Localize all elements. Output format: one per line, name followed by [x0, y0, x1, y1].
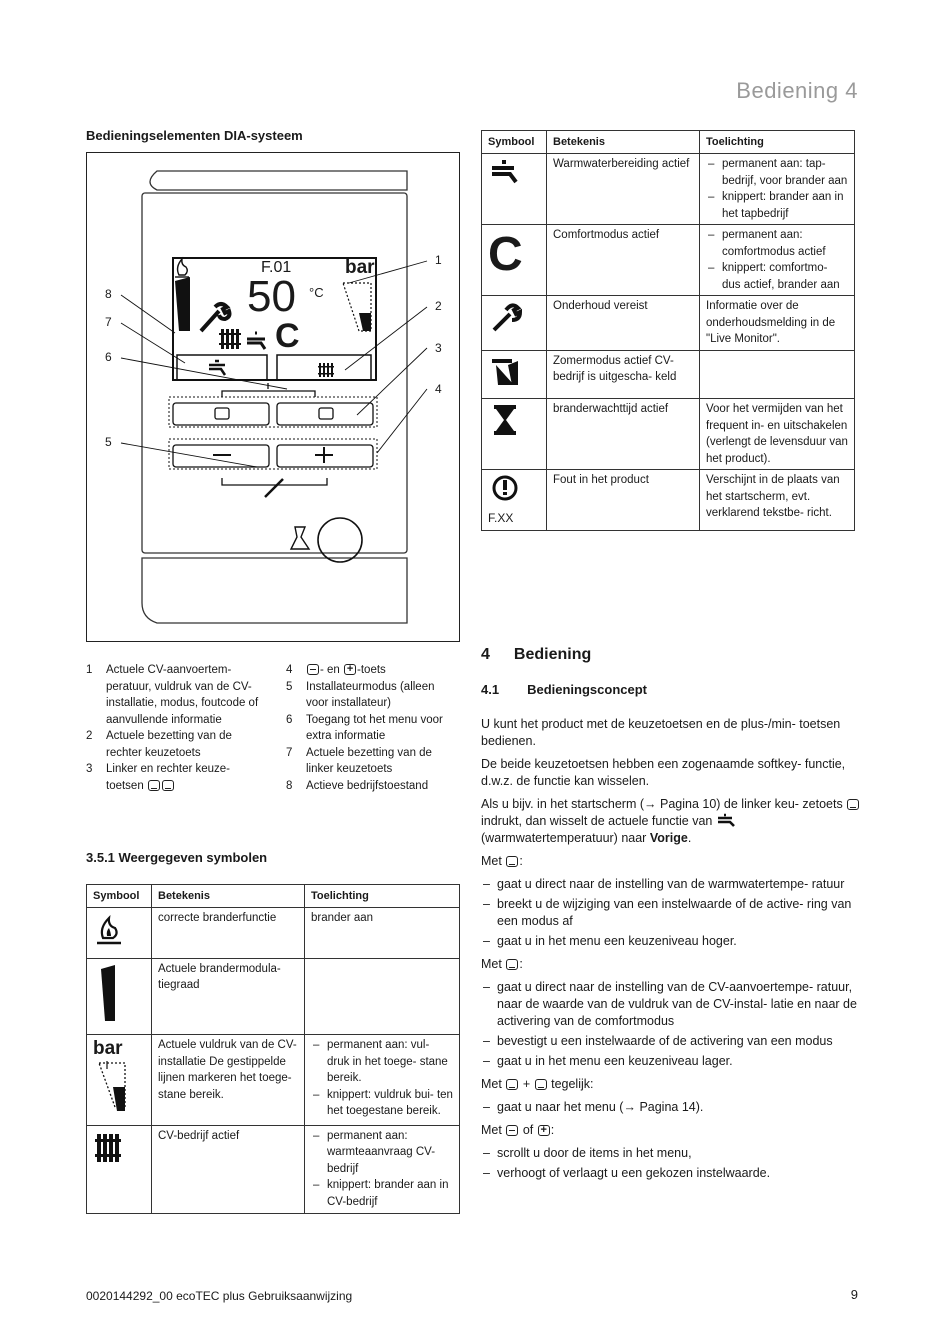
paragraph: Met : [481, 957, 523, 971]
legend-item: - en + -toets [306, 662, 386, 679]
right-softkey-icon [162, 780, 174, 791]
paragraph: De beide keuzetoetsen hebben een zogenaamde softkey- functie, d.w.z. de functie kan wisselen. [481, 757, 846, 788]
control-panel-diagram [86, 152, 460, 642]
callout-number: 3 [435, 341, 442, 355]
body-text [481, 716, 861, 1185]
col-header-explanation: Toelichting [305, 885, 460, 908]
flame-icon [93, 912, 125, 948]
minus-key-icon [506, 1125, 518, 1136]
legend-item: Actieve bedrijfstoestand [306, 779, 429, 792]
chapter-heading: 4 Bediening [481, 646, 592, 663]
paragraph: Als u bijv. in het startscherm (→ Pagina 10) de linker keu- zetoets indrukt, dan wisselt de actuele functie van (warmwatertemperatuur) naar Vorige. [481, 796, 861, 847]
paragraph: Met + tegelijk: [481, 1077, 594, 1091]
table-row: branderwachttijd actief Voor het vermijden van het frequent in- en uitschakelen (verlengt de levensduur van het product). [482, 399, 855, 470]
lcd-temp-unit: °C [309, 285, 324, 300]
legend-item: Installateurmodus (alleen voor installateur) [306, 680, 435, 709]
tap-icon [488, 158, 524, 188]
minus-key-icon [307, 664, 319, 675]
paragraph: U kunt het product met de keuzetoetsen en de plus-/min- toetsen bedienen. [481, 717, 841, 748]
callout-number: 4 [435, 382, 442, 396]
modulation-bar-icon [93, 963, 125, 1025]
footer-doc: 0020144292_00 ecoTEC plus Gebruiksaanwijzing [86, 1289, 353, 1303]
callout-number: 8 [105, 287, 112, 301]
lcd-bar-unit: bar [345, 257, 375, 278]
table-row: C Comfortmodus actief – permanent aan: comfortmodus actief – knippert: comfortmo- dus actief, brander aan [482, 225, 855, 296]
pressure-gauge-icon [93, 1059, 133, 1115]
left-softkey-icon [506, 1079, 518, 1090]
lcd-temperature: 50 [247, 272, 296, 321]
tap-icon [716, 813, 738, 827]
legend-item: Actuele bezetting van de linker keuzetoets [306, 746, 432, 775]
callout-number: 7 [105, 315, 112, 329]
list: – gaat u direct naar de instelling van de warmwatertempe- ratuur – breekt u de wijziging van een instelwaarde of de active- ring van een modus af – gaat u in het menu een keuzeniveau hoger. [481, 876, 861, 950]
right-softkey-icon [506, 959, 518, 970]
fault-code-label: F.XX [488, 510, 514, 525]
left-softkey-icon [148, 780, 160, 791]
table-row: correcte branderfunctie brander aan [87, 908, 460, 959]
comfort-c-icon: C [488, 228, 523, 281]
legend-item: Linker en rechter keuze- toetsen [106, 763, 231, 792]
paragraph: Met of + : [481, 1122, 861, 1139]
legend-item: Toegang tot het menu voor extra informatie [306, 713, 443, 742]
diagram-title: Bedieningselementen DIA-systeem [86, 128, 303, 143]
fault-icon [488, 474, 522, 504]
left-softkey-icon [847, 799, 859, 810]
wrench-icon [488, 300, 522, 334]
table-row: F.XX Fout in het product Verschijnt in de plaats van het startscherm, evt. verklarend tekstbe- richt. [482, 470, 855, 531]
col-header-meaning: Betekenis [152, 885, 305, 908]
control-panel-drawing [87, 153, 461, 643]
list: – scrollt u door de items in het menu, – verhoogt of verlaagt u een gekozen instelwaarde. [481, 1145, 861, 1182]
bar-label: bar [93, 1038, 123, 1059]
table-row: CV-bedrijf actief – permanent aan: warmteaanvraag CV-bedrijf – knippert: brander aan in CV-bedrijf [87, 1125, 460, 1213]
right-softkey-icon [535, 1079, 547, 1090]
legend-item: Actuele bezetting van de rechter keuzetoets [106, 730, 232, 759]
plus-key-icon [538, 1125, 550, 1136]
table-row: Onderhoud vereist Informatie over de onderhoudsmelding in de "Live Monitor". [482, 296, 855, 351]
lcd-fault-code: F.01 [261, 259, 292, 276]
paragraph: Met : [481, 854, 523, 868]
symbols-table-left [86, 884, 460, 1214]
table-row: Warmwaterbereiding actief – permanent aan: tap- bedrijf, voor brander aan – knippert: brander aan in het tapbedrijf [482, 154, 855, 225]
hourglass-icon [488, 403, 522, 437]
radiator-icon [93, 1130, 125, 1166]
table-row: bar Actuele vuldruk van de CV-installatie De gestippelde lijnen markeren het toege- stane bereik. – permanent aan: vul- druk in het toege- stane bereik. – knippert: vuldruk bui- ten het toegestane bereik. [87, 1035, 460, 1126]
legend-left: 1 Actuele CV-aanvoertem- peratuur, vuldruk van de CV-installatie, modus, foutcode of aanvullende informatie 2 Actuele bezetting van de rechter keuzetoets 3 Linker en rechter keuze- toetsen [86, 662, 266, 794]
symbols-table-right: Symbool Betekenis Toelichting Warmwaterbereiding actief – permanent aan: tap- bedrijf, voor brander aan – knippert: brander aan in het tapbedrijf C Comfortmodus actief – permanent aan: comfortmodus actief – knippert: comfortmo- dus actief, brander aan Onderhoud vereist Informatie over de onderhoudsmelding in de "Live Monitor". Zomermodus actief CV-bedrijf is uitgescha- keld branderwachttijd actief Voor het vermijden van het frequent in- en uitschakelen (verlengt de levensduur van het product). F.XX Fout in het product Verschijnt in de plaats van het startscherm, evt. verklarend tekstbe- richt. [481, 130, 855, 531]
table-row: Actuele brandermodula- tiegraad [87, 958, 460, 1035]
table-row: Zomermodus actief CV-bedrijf is uitgescha- keld [482, 350, 855, 399]
callout-number: 6 [105, 350, 112, 364]
page-number: 9 [850, 1287, 858, 1302]
section-title: 3.5.1 Weergegeven symbolen [86, 850, 268, 865]
legend-item: Actuele CV-aanvoertem- peratuur, vuldruk van de CV-installatie, modus, foutcode of aanvullende informatie [106, 664, 259, 726]
list: – gaat u direct naar de instelling van de CV-aanvoertempe- ratuur, naar de waarde van de vuldruk van de CV-instal- latie en naar de activering van de comfortmodus – bevestigt u een instelwaarde of de activering van een modus – gaat u in het menu een keuzeniveau lager. [481, 979, 861, 1070]
callout-number: 1 [435, 253, 442, 267]
summer-mode-icon [488, 355, 522, 389]
list: – gaat u naar het menu (→ Pagina 14). [481, 1099, 861, 1116]
callout-number: 2 [435, 299, 442, 313]
legend-right: 4 - en + -toets 5 Installateurmodus (alleen voor installateur) 6 Toegang tot het menu voor extra informatie 7 Actuele bezetting van de linker keuzetoets 8 Actieve bedrijfstoestand [286, 662, 456, 794]
section-heading: 4.1 Bedieningsconcept [481, 682, 647, 697]
lcd-comfort-letter: C [275, 317, 300, 355]
col-header-symbol: Symbool [87, 885, 152, 908]
plus-key-icon [344, 664, 356, 675]
callout-number: 5 [105, 435, 112, 449]
left-softkey-icon [506, 856, 518, 867]
chapter-header: Bediening 4 [736, 78, 858, 103]
